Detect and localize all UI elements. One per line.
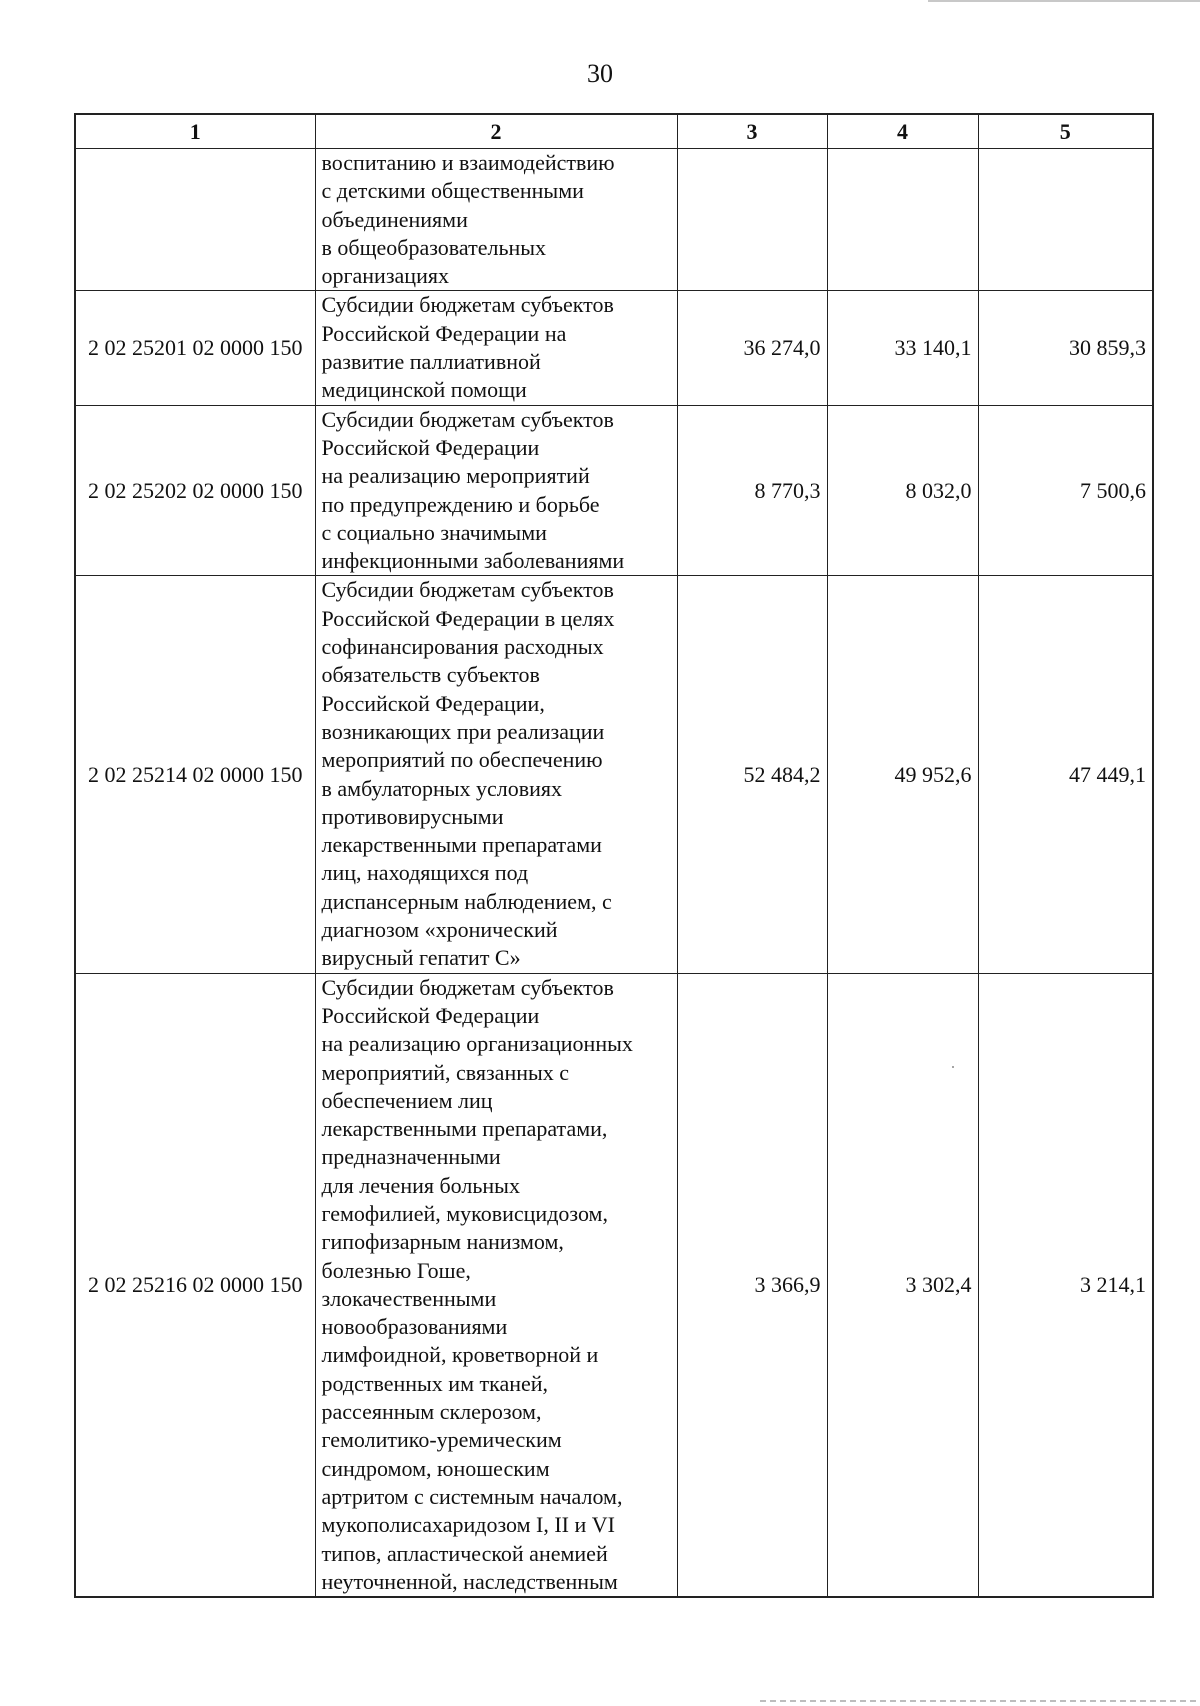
value-col4-cell: 33 140,1: [827, 291, 978, 405]
budget-code-cell: 2 02 25201 02 0000 150: [75, 291, 315, 405]
description-cell: Субсидии бюджетам субъектов Российской Федерации на развитие паллиативной медицинской помощи: [315, 291, 677, 405]
column-header-1: 1: [75, 114, 315, 149]
value-col5-cell: 47 449,1: [978, 576, 1153, 973]
budget-revenue-table: [74, 113, 1154, 1598]
value-col5-cell: 7 500,6: [978, 405, 1153, 576]
value-col3-cell: 36 274,0: [677, 291, 827, 405]
value-col3-cell: [677, 149, 827, 291]
value-col3-cell: 52 484,2: [677, 576, 827, 973]
budget-code-cell: 2 02 25202 02 0000 150: [75, 405, 315, 576]
description-cell: Субсидии бюджетам субъектов Российской Федерации в целях софинансирования расходных обязательств субъектов Российской Федерации, возникающих при реализации мероприятий по обеспечению в амбулаторных условиях противовирусными лекарственными препаратами лиц, находящихся под диспансерным наблюдением, с диагнозом «хронический вирусный гепатит С»: [315, 576, 677, 973]
column-header-3: 3: [677, 114, 827, 149]
table-row: [75, 973, 1153, 1597]
value-col4-cell: 49 952,6: [827, 576, 978, 973]
scan-top-edge-line: [928, 0, 1200, 2]
value-col4-cell: 8 032,0: [827, 405, 978, 576]
budget-code-cell: [75, 149, 315, 291]
value-col5-cell: 30 859,3: [978, 291, 1153, 405]
description-cell: Субсидии бюджетам субъектов Российской Федерации на реализацию мероприятий по предупреждению и борьбе с социально значимыми инфекционными заболеваниями: [315, 405, 677, 576]
budget-code-cell: 2 02 25216 02 0000 150: [75, 973, 315, 1597]
table-row: [75, 576, 1153, 973]
description-cell: Субсидии бюджетам субъектов Российской Федерации на реализацию организационных мероприятий, связанных с обеспечением лиц лекарственными препаратами, предназначенными для лечения больных гемофилией, муковисцидозом, гипофизарным нанизмом, болезнью Гоше, злокачественными новообразованиями лимфоидной, кроветворной и родственных им тканей, рассеянным склерозом, гемолитико-уремическим синдромом, юношеским артритом с системным началом, мукополисахаридозом I, II и VI типов, апластической анемией неуточненной, наследственным: [315, 973, 677, 1597]
value-col3-cell: 3 366,9: [677, 973, 827, 1597]
table-row: [75, 405, 1153, 576]
table-row: [75, 149, 1153, 291]
value-col5-cell: [978, 149, 1153, 291]
table-row: [75, 291, 1153, 405]
scan-bottom-edge-line: [760, 1700, 1200, 1702]
scan-speck: [952, 1066, 954, 1068]
budget-code-cell: 2 02 25214 02 0000 150: [75, 576, 315, 973]
value-col4-cell: 3 302,4: [827, 973, 978, 1597]
value-col4-cell: [827, 149, 978, 291]
table-header-row: [75, 114, 1153, 149]
value-col5-cell: 3 214,1: [978, 973, 1153, 1597]
description-cell: воспитанию и взаимодействию с детскими общественными объединениями в общеобразовательных организациях: [315, 149, 677, 291]
column-header-2: 2: [315, 114, 677, 149]
column-header-4: 4: [827, 114, 978, 149]
value-col3-cell: 8 770,3: [677, 405, 827, 576]
column-header-5: 5: [978, 114, 1153, 149]
page-number: 30: [587, 59, 613, 88]
